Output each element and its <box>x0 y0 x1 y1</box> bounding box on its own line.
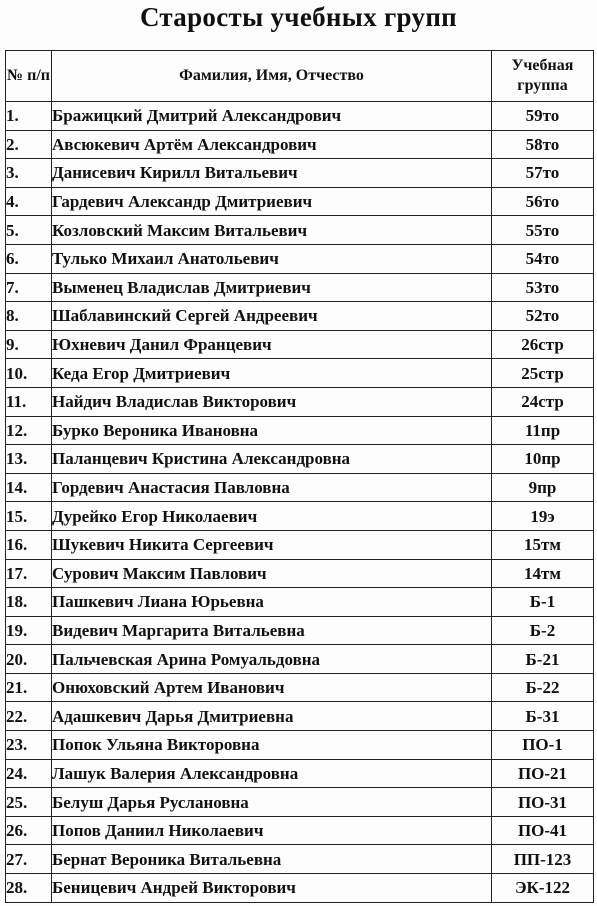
row-study-group: 57то <box>492 159 594 188</box>
row-number: 8. <box>6 302 52 331</box>
row-full-name: Кеда Егор Дмитриевич <box>52 359 492 388</box>
row-number: 3. <box>6 159 52 188</box>
row-full-name: Попок Ульяна Викторовна <box>52 731 492 760</box>
row-study-group: Б-22 <box>492 673 594 702</box>
row-full-name: Козловский Максим Витальевич <box>52 216 492 245</box>
row-full-name: Пашкевич Лиана Юрьевна <box>52 588 492 617</box>
row-study-group: 55то <box>492 216 594 245</box>
row-full-name: Лашук Валерия Александровна <box>52 759 492 788</box>
row-full-name: Авсюкевич Артём Александрович <box>52 130 492 159</box>
row-full-name: Белуш Дарья Руслановна <box>52 788 492 817</box>
row-full-name: Дурейко Егор Николаевич <box>52 502 492 531</box>
row-number: 11. <box>6 387 52 416</box>
row-study-group: 24стр <box>492 387 594 416</box>
table-row <box>6 502 594 531</box>
row-full-name: Бражицкий Дмитрий Александрович <box>52 102 492 131</box>
row-study-group: Б-31 <box>492 702 594 731</box>
row-study-group: 9пр <box>492 473 594 502</box>
row-full-name: Найдич Владислав Викторович <box>52 387 492 416</box>
table-row <box>6 216 594 245</box>
table-row <box>6 102 594 131</box>
row-full-name: Гордевич Анастасия Павловна <box>52 473 492 502</box>
table-row <box>6 473 594 502</box>
row-number: 16. <box>6 530 52 559</box>
row-number: 27. <box>6 845 52 874</box>
header-study-group: Учебная группа <box>492 51 594 102</box>
row-number: 13. <box>6 445 52 474</box>
table-row <box>6 530 594 559</box>
row-number: 5. <box>6 216 52 245</box>
row-number: 20. <box>6 645 52 674</box>
table-body <box>6 102 594 903</box>
row-study-group: 58то <box>492 130 594 159</box>
row-full-name: Сурович Максим Павлович <box>52 559 492 588</box>
row-number: 7. <box>6 273 52 302</box>
row-study-group: ЭК-122 <box>492 874 594 903</box>
row-study-group: 59то <box>492 102 594 131</box>
row-study-group: 26стр <box>492 330 594 359</box>
row-study-group: 19э <box>492 502 594 531</box>
row-number: 4. <box>6 187 52 216</box>
page-title: Старосты учебных групп <box>139 2 458 32</box>
row-number: 17. <box>6 559 52 588</box>
header-full-name: Фамилия, Имя, Отчество <box>52 51 492 102</box>
row-study-group: ПО-1 <box>492 731 594 760</box>
table-header-row <box>6 51 594 102</box>
table-row <box>6 187 594 216</box>
row-full-name: Адашкевич Дарья Дмитриевна <box>52 702 492 731</box>
table-row <box>6 645 594 674</box>
row-full-name: Тулько Михаил Анатольевич <box>52 244 492 273</box>
table-row <box>6 731 594 760</box>
row-study-group: 53то <box>492 273 594 302</box>
table-row <box>6 702 594 731</box>
row-full-name: Выменец Владислав Дмитриевич <box>52 273 492 302</box>
row-full-name: Видевич Маргарита Витальевна <box>52 616 492 645</box>
row-full-name: Бурко Вероника Ивановна <box>52 416 492 445</box>
row-full-name: Бернат Вероника Витальевна <box>52 845 492 874</box>
table-row <box>6 445 594 474</box>
row-study-group: ПО-31 <box>492 788 594 817</box>
table-row <box>6 330 594 359</box>
table-row <box>6 273 594 302</box>
row-study-group: 15тм <box>492 530 594 559</box>
row-number: 10. <box>6 359 52 388</box>
row-study-group: Б-2 <box>492 616 594 645</box>
table-row <box>6 359 594 388</box>
row-full-name: Беницевич Андрей Викторович <box>52 874 492 903</box>
row-number: 19. <box>6 616 52 645</box>
row-number: 25. <box>6 788 52 817</box>
table-row <box>6 673 594 702</box>
row-study-group: 52то <box>492 302 594 331</box>
group-leaders-table <box>5 50 594 903</box>
table-row <box>6 874 594 903</box>
table-row <box>6 244 594 273</box>
table-row <box>6 816 594 845</box>
row-full-name: Шаблавинский Сергей Андреевич <box>52 302 492 331</box>
row-study-group: 56то <box>492 187 594 216</box>
table-row <box>6 159 594 188</box>
row-study-group: ПО-41 <box>492 816 594 845</box>
table-row <box>6 759 594 788</box>
row-full-name: Гардевич Александр Дмитриевич <box>52 187 492 216</box>
row-number: 15. <box>6 502 52 531</box>
row-study-group: 11пр <box>492 416 594 445</box>
row-number: 26. <box>6 816 52 845</box>
row-number: 2. <box>6 130 52 159</box>
row-full-name: Онюховский Артем Иванович <box>52 673 492 702</box>
row-full-name: Шукевич Никита Сергеевич <box>52 530 492 559</box>
row-number: 28. <box>6 874 52 903</box>
row-study-group: ПО-21 <box>492 759 594 788</box>
row-number: 22. <box>6 702 52 731</box>
table-row <box>6 302 594 331</box>
row-number: 23. <box>6 731 52 760</box>
row-study-group: Б-1 <box>492 588 594 617</box>
row-full-name: Попов Даниил Николаевич <box>52 816 492 845</box>
row-full-name: Пальчевская Арина Ромуальдовна <box>52 645 492 674</box>
table-row <box>6 845 594 874</box>
table-row <box>6 788 594 817</box>
row-full-name: Паланцевич Кристина Александровна <box>52 445 492 474</box>
row-study-group: 54то <box>492 244 594 273</box>
row-study-group: 25стр <box>492 359 594 388</box>
table-row <box>6 130 594 159</box>
row-number: 14. <box>6 473 52 502</box>
row-number: 18. <box>6 588 52 617</box>
table-row <box>6 559 594 588</box>
row-full-name: Данисевич Кирилл Витальевич <box>52 159 492 188</box>
row-number: 9. <box>6 330 52 359</box>
row-number: 21. <box>6 673 52 702</box>
row-study-group: 10пр <box>492 445 594 474</box>
table-row <box>6 416 594 445</box>
row-number: 6. <box>6 244 52 273</box>
row-number: 12. <box>6 416 52 445</box>
header-number: № п/п <box>6 51 52 102</box>
row-study-group: Б-21 <box>492 645 594 674</box>
row-number: 24. <box>6 759 52 788</box>
row-full-name: Юхневич Данил Францевич <box>52 330 492 359</box>
table-row <box>6 387 594 416</box>
table-row <box>6 588 594 617</box>
row-study-group: 14тм <box>492 559 594 588</box>
table-row <box>6 616 594 645</box>
row-study-group: ПП-123 <box>492 845 594 874</box>
row-number: 1. <box>6 102 52 131</box>
